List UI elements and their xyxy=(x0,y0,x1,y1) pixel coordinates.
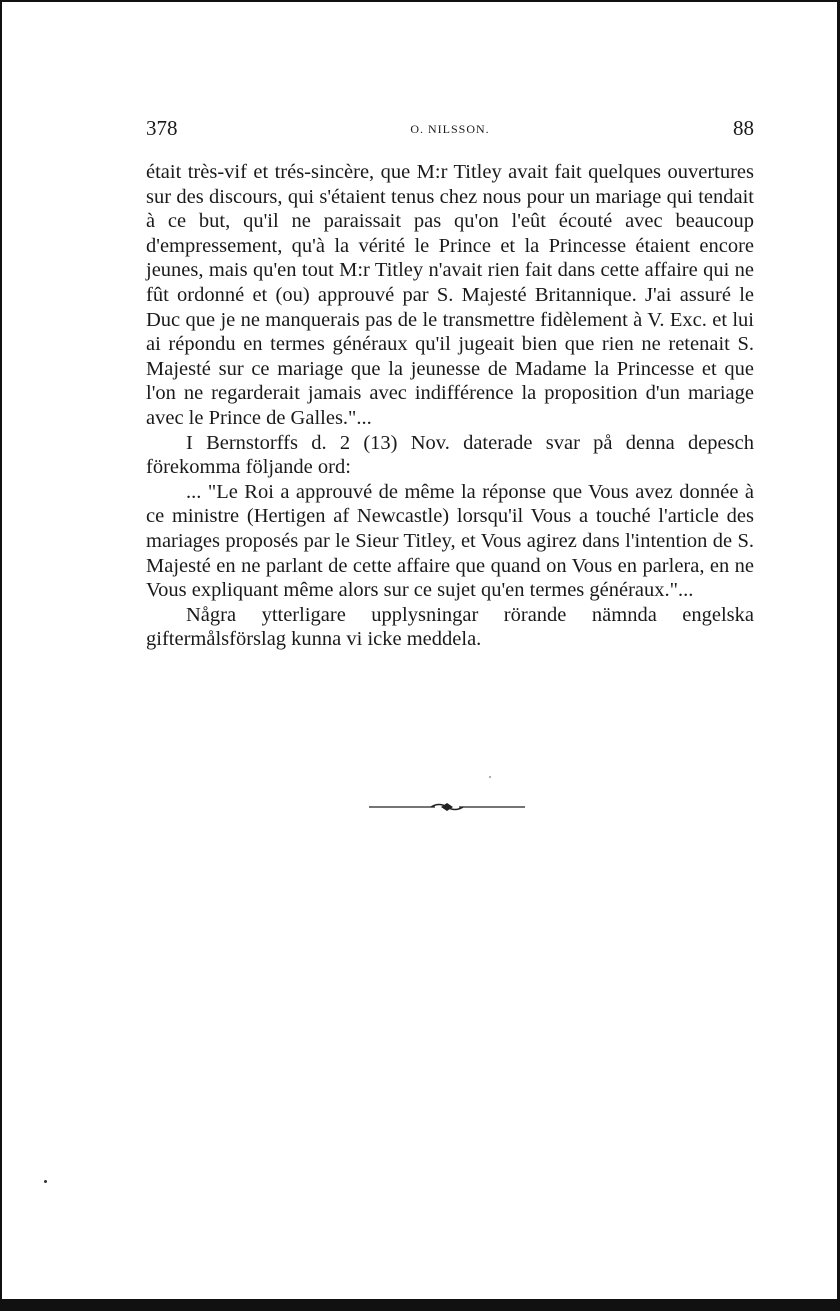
scan-border-top xyxy=(0,0,840,2)
paragraph-conclusion: Några ytterligare upplysningar rörande nämnda engelska giftermålsförslag kunna vi icke meddela. xyxy=(146,603,754,651)
page-header xyxy=(146,116,754,146)
paragraph-continuation: était très-vif et trés-sincère, que M:r Titley avait fait quelques ouvertures sur des discours, qui s'étaient tenus chez nous pour un mariage qui tendait à ce but, qu'il ne paraissait pas qu'on l'eût écouté avec beaucoup d'empressement, qu'à la vérité le Prince et la Princesse étaient encore jeunes, mais qu'en tout M:r Titley n'avait rien fait dans cette affaire qui ne fût ordonné et (ou) approuvé par S. Majesté Britannique. J'ai assuré le Duc que je ne manquerais pas de le transmettre fidèlement à V. Exc. et lui ai répondu en termes généraux qu'il jugeait bien que rien ne retenait S. Majesté sur ce mariage que la jeunesse de Madame la Princesse et que l'on ne regarderait jamais avec indifférence la proposition d'un mariage avec le Prince de Galles."... xyxy=(146,161,754,429)
page-number: 378 xyxy=(146,116,178,140)
scan-border-bottom xyxy=(0,1299,840,1311)
paragraph-bernstorff-reply: I Bernstorffs d. 2 (13) Nov. daterade svar på denna depesch förekomma följande ord: xyxy=(146,431,754,479)
paragraph-quotation: ... "Le Roi a approuvé de même la réponse que Vous avez donnée à ce ministre (Hertigen af Newcastle) lorsqu'il Vous a touché l'article des mariages proposés par le Sieur Titley, et Vous agirez dans l'intention de S. Majesté en ne parlant de cette affaire que quand on Vous en parlera, en ne Vous expliquant même alors sur ce sujet qu'en termes généraux."... xyxy=(146,480,754,602)
scan-speck xyxy=(489,776,491,778)
running-title: O. NILSSON. xyxy=(410,122,490,136)
section-number: 88 xyxy=(733,116,754,140)
scan-border-left xyxy=(0,0,2,1311)
fleuron-divider-icon xyxy=(369,800,525,814)
scan-speck xyxy=(44,1180,47,1183)
body-text xyxy=(146,160,754,652)
